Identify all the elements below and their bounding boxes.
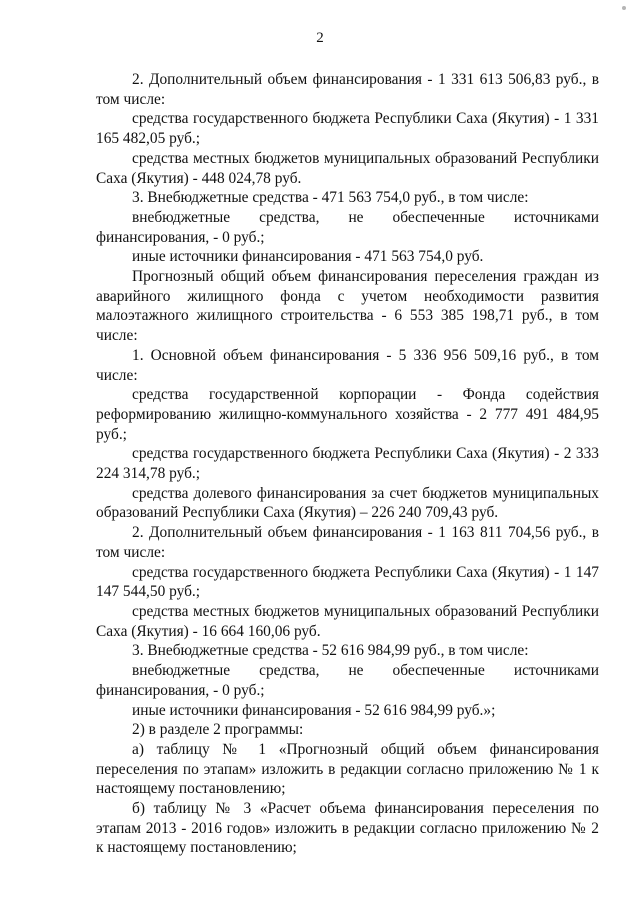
page-number: 2 xyxy=(316,30,324,46)
paragraph: средства государственного бюджета Республики Саха (Якутия) - 2 333 224 314,78 руб.; xyxy=(96,445,599,483)
paragraph: 2. Дополнительный объем финансирования - 1 163 811 704,56 руб., в том числе: xyxy=(96,524,599,561)
paragraph: средства долевого финансирования за счет бюджетов муниципальных образований Республики Саха (Якутия) – 226 240 709,43 руб. xyxy=(96,484,599,522)
paragraph: 3. Внебюджетные средства - 471 563 754,0 руб., в том числе: xyxy=(132,189,529,207)
paragraph: а) таблицу № 1 «Прогнозный общий объем финансирования переселения по этапам» изложить в редакции согласно приложению № 1 к настоящему постановлению; xyxy=(96,740,599,798)
paragraph: внебюджетные средства, не обеспеченные источниками финансирования, - 0 руб.; xyxy=(96,208,599,246)
scan-speck xyxy=(622,6,626,10)
paragraph: 2) в разделе 2 программы: xyxy=(132,721,304,739)
paragraph: средства государственного бюджета Республики Саха (Якутия) - 1 147 147 544,50 руб.; xyxy=(96,563,599,601)
paragraph: иные источники финансирования - 52 616 984,99 руб.»; xyxy=(132,701,496,719)
paragraph: Прогнозный общий объем финансирования переселения граждан из аварийного жилищного фонда с учетом необходимости развития малоэтажного жилищного строительства - 6 553 385 198,71 руб., в том числе: xyxy=(96,268,599,345)
paragraph: средства государственного бюджета Республики Саха (Якутия) - 1 331 165 482,05 руб.; xyxy=(96,110,599,148)
paragraph: 2. Дополнительный объем финансирования - 1 331 613 506,83 руб., в том числе: xyxy=(96,71,599,108)
paragraph: средства местных бюджетов муниципальных образований Республики Саха (Якутия) - 16 664 160,06 руб. xyxy=(96,602,599,640)
paragraph: б) таблицу № 3 «Расчет объема финансирования переселения по этапам 2013 - 2016 годов» изложить в редакции согласно приложению № 2 к настоящему постановлению; xyxy=(96,800,599,857)
paragraph: 1. Основной объем финансирования - 5 336 956 509,16 руб., в том числе: xyxy=(96,346,599,384)
paragraph: внебюджетные средства, не обеспеченные источниками финансирования, - 0 руб.; xyxy=(96,662,599,699)
paragraph: средства государственной корпорации - Фонда содействия реформированию жилищно-коммунального хозяйства - 2 777 491 484,95 руб.; xyxy=(96,386,599,443)
paragraph: 3. Внебюджетные средства - 52 616 984,99 руб., в том числе: xyxy=(132,642,529,660)
document-body xyxy=(96,70,599,858)
paragraph: средства местных бюджетов муниципальных образований Республики Саха (Якутия) - 448 024,78 руб. xyxy=(96,149,599,187)
paragraph: иные источники финансирования - 471 563 754,0 руб. xyxy=(132,248,484,266)
